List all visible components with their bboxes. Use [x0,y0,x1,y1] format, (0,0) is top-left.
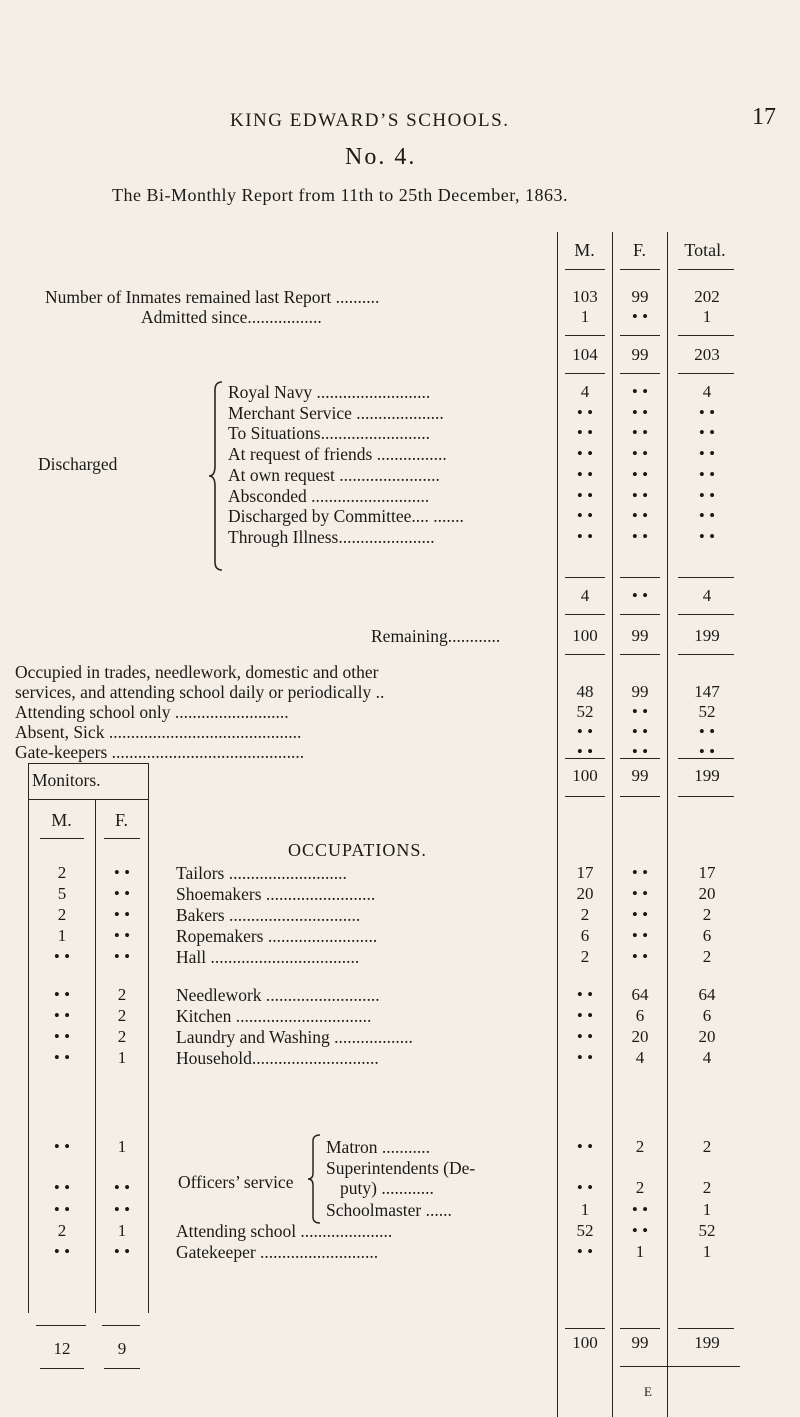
inmates-total-m: 104 [572,345,598,364]
rule [678,796,734,797]
status-total-m: 100 [572,766,598,785]
discharged-row-total: • • [698,444,716,464]
rule [102,1325,140,1326]
occupation-label: Household............................. [176,1048,379,1068]
discharged-row-m: • • [576,402,594,422]
occupations-total-f: 99 [631,1333,649,1352]
inmates-last-m: 103 [572,287,598,306]
occupation-m: • • [576,1048,594,1067]
occupation-f: • • [631,863,649,882]
officer-row-total: 2 [702,1178,712,1197]
rule [678,335,734,336]
occupation-total: 4 [702,1048,712,1067]
occupation-m: 17 [576,863,594,882]
discharged-row-f: • • [631,526,649,546]
page-number: 17 [752,104,776,130]
officer-row-m: • • [576,1178,594,1197]
monitor-f-cell: • • [113,1242,131,1261]
occupation-label: Kitchen ............................... [176,1006,372,1026]
monitor-f-cell: 2 [117,985,127,1004]
rule [565,1328,605,1329]
occupation-f: • • [631,1221,649,1240]
signature-mark: E [644,1384,652,1399]
status-row-total: • • [698,722,716,741]
rule [565,335,605,336]
rule [104,838,140,839]
discharged-row-f: • • [631,382,649,401]
monitor-m-cell: 2 [57,1221,67,1240]
status-row-label: Absent, Sick ............................................ [15,722,302,742]
discharged-row-m: • • [576,485,594,505]
officer-row-total: 1 [702,1200,712,1219]
occupation-m: 6 [580,926,590,945]
monitor-f-cell: • • [113,1200,131,1219]
status-row-total: 52 [698,702,716,721]
monitor-m-cell: • • [53,985,71,1004]
occupation-total: 2 [702,905,712,924]
monitor-m-cell: • • [53,1137,71,1156]
officer-schoolmaster-label: Schoolmaster ...... [326,1200,452,1220]
remaining-total: 199 [694,626,720,645]
inmates-total-f: 99 [631,345,649,364]
monitor-m-cell: 1 [57,926,67,945]
rule [40,1368,84,1369]
remaining-label: Remaining............ [371,626,501,646]
monitor-m-cell: 5 [57,884,67,903]
discharged-row-total: • • [698,506,716,526]
rule [565,373,605,374]
occupied-f: 99 [631,682,649,701]
monitor-f-cell: 1 [117,1137,127,1156]
rule [36,1325,86,1326]
occupation-f: 64 [631,985,649,1004]
occupation-m: • • [576,1242,594,1261]
status-row-m: 52 [576,702,594,721]
rule [620,269,660,270]
occupations-total-total: 199 [694,1333,720,1352]
rule [620,335,660,336]
discharged-total-m: 4 [580,586,590,605]
officers-service-label: Officers’ service [178,1172,294,1192]
officer-row-f: • • [631,1200,649,1219]
officer-row-f: 2 [635,1178,645,1197]
rule [678,654,734,655]
discharged-row-label: Through Illness...................... [228,526,435,547]
occupation-total: 17 [698,863,716,882]
officers-brace [306,1133,322,1225]
discharged-row-label: At own request ....................... [228,464,440,485]
rule [678,614,734,615]
occupations-title: OCCUPATIONS. [288,840,427,860]
discharged-total-total: 4 [702,586,712,605]
col-head-total: Total. [684,240,726,260]
occupation-m: 52 [576,1221,594,1240]
monitor-f-cell: • • [113,947,131,966]
inmates-last-label: Number of Inmates remained last Report .......... [45,287,380,307]
rule [678,1328,734,1329]
status-total-total: 199 [694,766,720,785]
rule [620,1328,660,1329]
admitted-total: 1 [702,307,712,326]
monitor-m-cell: • • [53,1027,71,1046]
discharged-row-f: • • [631,402,649,422]
occupation-m: 2 [580,947,590,966]
discharged-row-m: 4 [580,382,590,401]
monitor-f-cell: • • [113,884,131,903]
discharged-row-total: • • [698,464,716,484]
occupation-f: 6 [635,1006,645,1025]
occupation-total: 20 [698,1027,716,1046]
discharged-row-total: 4 [702,382,712,401]
occupation-label: Tailors ........................... [176,863,347,883]
occupation-label: Needlework .......................... [176,985,380,1005]
occupation-f: 1 [635,1242,645,1261]
rule [678,269,734,270]
status-row-f: • • [631,722,649,741]
discharged-row-label: Discharged by Committee.... ....... [228,506,464,527]
discharged-label: Discharged [38,454,118,474]
occupation-m: 2 [580,905,590,924]
monitor-f-cell: 2 [117,1027,127,1046]
status-row-m: • • [576,722,594,741]
discharged-total-f: • • [631,586,649,605]
occupation-m: 20 [576,884,594,903]
discharged-row-f: • • [631,506,649,526]
monitors-total-f: 9 [117,1339,127,1358]
discharged-row-total: • • [698,485,716,505]
monitor-m-cell: • • [53,1178,71,1197]
occupied-m: 48 [576,682,594,701]
occupation-f: 4 [635,1048,645,1067]
monitor-m-cell: 2 [57,905,67,924]
monitor-f-cell: 1 [117,1221,127,1240]
status-row-f: • • [631,742,649,761]
occupation-label: Gatekeeper ........................... [176,1242,379,1262]
status-total-f: 99 [631,766,649,785]
status-row-label: Gate-keepers ............................................ [15,742,305,762]
rule [678,373,734,374]
admitted-label: Admitted since................. [141,307,322,327]
monitors-total-m: 12 [53,1339,71,1358]
discharged-row-total: • • [698,423,716,443]
rule [620,614,660,615]
monitor-f-cell: • • [113,1178,131,1197]
rule [28,763,29,1313]
occupied-line-2: services, and attending school daily or periodically .. [15,682,385,702]
discharged-row-m: • • [576,526,594,546]
occupation-total: 2 [702,947,712,966]
rule [620,654,660,655]
discharged-row-m: • • [576,464,594,484]
occupation-m: • • [576,1006,594,1025]
rule [565,614,605,615]
discharged-row-m: • • [576,423,594,443]
occupation-total: 6 [702,1006,712,1025]
inmates-total-total: 203 [694,345,720,364]
occupation-f: • • [631,926,649,945]
monitor-m-cell: • • [53,1242,71,1261]
rule [104,1368,140,1369]
monitor-m-cell: • • [53,947,71,966]
rule [678,577,734,578]
status-row-total: • • [698,742,716,761]
occupation-label: Laundry and Washing .................. [176,1027,413,1047]
occupation-m: • • [576,985,594,1004]
occupation-f: 20 [631,1027,649,1046]
rule [620,577,660,578]
discharged-brace [207,380,225,572]
rule [28,763,148,764]
col-head-f: F. [632,240,647,260]
monitors-m-head: M. [51,810,72,830]
admitted-m: 1 [580,307,590,326]
discharged-row-label: Royal Navy .......................... [228,382,431,402]
occupation-total: 6 [702,926,712,945]
occupied-line-1: Occupied in trades, needlework, domestic and other [15,662,379,682]
occupations-total-m: 100 [572,1333,598,1352]
occupation-label: Ropemakers ......................... [176,926,378,946]
monitor-m-cell: • • [53,1006,71,1025]
occupation-label: Bakers .............................. [176,905,361,925]
occupation-f: • • [631,905,649,924]
officer-row-m: 1 [580,1200,590,1219]
rule [28,799,148,800]
discharged-row-label: Absconded ........................... [228,485,430,506]
officer-superintendents-label-2: puty) ............ [340,1178,434,1198]
monitors-title: Monitors. [32,770,101,790]
rule [620,1366,740,1367]
occupation-f: • • [631,947,649,966]
occupation-label: Hall .................................. [176,947,360,967]
discharged-row-label: At request of friends ................ [228,444,447,465]
discharged-row-m: • • [576,506,594,526]
rule [565,577,605,578]
monitor-m-cell: • • [53,1200,71,1219]
monitors-f-head: F. [114,810,129,830]
report-title: The Bi-Monthly Report from 11th to 25th December, 1863. [112,185,569,205]
remaining-f: 99 [631,626,649,645]
report-number: No. 4. [345,144,417,170]
officer-row-m: • • [576,1137,594,1156]
running-title: KING EDWARD’S SCHOOLS. [230,110,510,131]
inmates-last-total: 202 [694,287,720,306]
officer-matron-label: Matron ........... [326,1137,431,1157]
status-row-f: • • [631,702,649,721]
discharged-row-f: • • [631,423,649,443]
discharged-row-m: • • [576,444,594,464]
rule [565,654,605,655]
discharged-row-f: • • [631,464,649,484]
monitor-f-cell: • • [113,905,131,924]
discharged-row-label: To Situations......................... [228,423,430,444]
rule [40,838,84,839]
occupation-label: Attending school ..................... [176,1221,393,1241]
officer-row-total: 2 [702,1137,712,1156]
discharged-row-total: • • [698,526,716,546]
occupation-label: Shoemakers ......................... [176,884,376,904]
officer-row-f: 2 [635,1137,645,1156]
occupation-total: 64 [698,985,716,1004]
monitor-f-cell: 1 [117,1048,127,1067]
remaining-m: 100 [572,626,598,645]
rule [565,796,605,797]
discharged-row-f: • • [631,485,649,505]
occupation-m: • • [576,1027,594,1046]
occupation-total: 1 [702,1242,712,1261]
discharged-row-total: • • [698,402,716,422]
monitor-f-cell: • • [113,926,131,945]
monitor-f-cell: • • [113,863,131,882]
monitor-m-cell: • • [53,1048,71,1067]
monitor-m-cell: 2 [57,863,67,882]
discharged-row-label: Merchant Service .................... [228,402,444,423]
occupation-total: 52 [698,1221,716,1240]
rule [565,269,605,270]
inmates-last-f: 99 [631,287,649,306]
col-head-m: M. [574,240,595,260]
officer-superintendents-label: Superintendents (De- [326,1158,476,1178]
admitted-f: • • [631,307,649,326]
rule [620,796,660,797]
occupation-f: • • [631,884,649,903]
occupied-total: 147 [694,682,720,701]
occupation-total: 20 [698,884,716,903]
monitor-f-cell: 2 [117,1006,127,1025]
status-row-m: • • [576,742,594,761]
status-row-label: Attending school only .......................... [15,702,289,722]
discharged-row-f: • • [631,444,649,464]
rule [620,373,660,374]
